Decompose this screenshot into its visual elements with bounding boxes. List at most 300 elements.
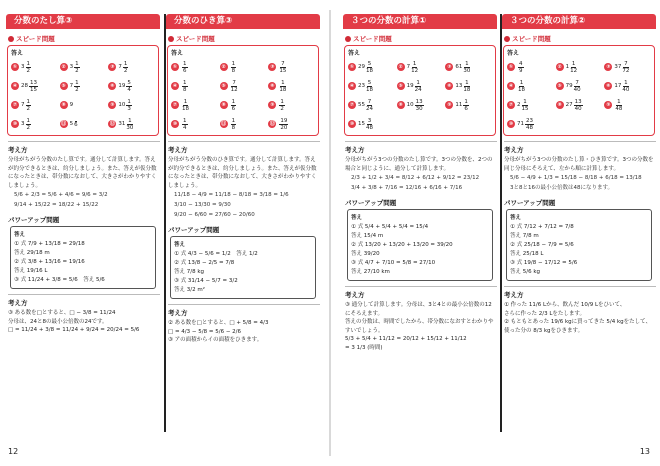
answer-number: ① [349, 64, 355, 70]
fraction-denominator: 18 [366, 67, 373, 74]
power-up-title: パワーアップ問題 [345, 199, 397, 207]
power-up-answer-line: 答え 3/2 m² [174, 287, 205, 293]
power-up-answer-line: 答え 19/16 L [14, 268, 48, 274]
answer-whole: 31 [118, 121, 126, 127]
answer-whole: 10 [406, 102, 414, 108]
power-up-answer-line: 答え 7/8 m [510, 233, 539, 239]
answer-number: ② [398, 64, 403, 70]
answer-item [507, 59, 554, 75]
answer-item [268, 59, 315, 75]
fraction-numerator: 7 [575, 79, 579, 86]
think-text: 分母がちがう3つの分数のたし算です。3つの分数を、2つの場合と同じように、通分して計算します。 [345, 157, 493, 172]
fraction-denominator: 12 [411, 67, 419, 74]
fraction-denominator: 30 [126, 124, 134, 131]
answer-number: ⑤ [61, 83, 66, 89]
think-formula: 9/20 − 6/60 = 27/60 − 20/60 [174, 212, 255, 218]
fraction-denominator: 12 [570, 67, 578, 74]
answer-item [11, 78, 58, 94]
power-up-answer-box [170, 236, 316, 299]
fraction-denominator: 24 [366, 105, 373, 112]
answer-item [60, 78, 107, 94]
answer-fraction [463, 61, 470, 74]
answer-item [171, 59, 218, 75]
answer-fraction [415, 99, 424, 112]
power-up-title: パワーアップ問題 [8, 216, 60, 224]
answer-item [60, 59, 107, 75]
column-three-fractions-2 [500, 14, 656, 432]
answer-item [556, 59, 603, 75]
answer-number: ⑩ [172, 121, 178, 127]
fraction-numerator: 3 [367, 117, 372, 124]
answer-number: ⑧ [221, 102, 226, 108]
answer-whole: 17 [614, 83, 622, 89]
fraction-numerator: 1 [280, 98, 284, 105]
think-heading: 考え方 [168, 141, 320, 154]
answer-number: ⑦ [349, 102, 355, 108]
fraction-denominator: 6 [74, 121, 78, 128]
answer-item [171, 97, 218, 113]
answer-number: ⑤ [221, 83, 226, 89]
power-up-answer-line: 答え 5/6 kg [510, 269, 541, 275]
fraction-numerator: 1 [183, 79, 187, 86]
answer-fraction [622, 80, 629, 93]
answer-fraction [231, 118, 237, 131]
fraction-numerator: 7 [624, 60, 628, 67]
answer-fraction [182, 61, 188, 74]
answer-fraction [463, 99, 469, 112]
power-up-title: パワーアップ問題 [504, 199, 556, 207]
answer-item [397, 97, 444, 113]
answer-number: ⑧ [61, 102, 66, 108]
fraction-denominator: 48 [366, 124, 373, 131]
answer-number: ⑨ [447, 102, 452, 108]
fraction-denominator: 9 [519, 67, 523, 74]
think-explanation-line: ② もともとあった 19/6 kgに買ってきた 5/4 kgをたして、使った分の 8/3 kgをひきます。 [504, 319, 652, 334]
think-explanation-line: ① 作った 11/6 Lから、飲んだ 10/9 Lをひいて、 [504, 302, 626, 308]
fraction-numerator: 1 [127, 98, 131, 105]
answer-item [445, 78, 492, 94]
section-title: 分数のたし算③ [6, 14, 160, 29]
answer-number: ④ [349, 83, 355, 89]
power-up-answer-label: 答え [14, 232, 26, 238]
fraction-denominator: 48 [526, 124, 533, 131]
fraction-denominator: 20 [280, 124, 288, 131]
section-title: 分数のひき算③ [166, 14, 320, 29]
fraction-numerator: 1 [123, 60, 128, 67]
answer-item [11, 116, 58, 132]
fraction-denominator: 2 [123, 67, 128, 74]
column-subtraction-3 [164, 14, 320, 432]
speed-title: スピード問題 [16, 35, 55, 43]
think-formula: 2/3 + 1/2 + 3/4 = 8/12 + 6/12 + 9/12 = 23/12 [351, 175, 480, 181]
answer-number: ⑥ [606, 83, 611, 89]
answer-item [604, 78, 651, 94]
answer-number: ⑥ [447, 83, 452, 89]
speed-title: スピード問題 [512, 35, 551, 43]
fraction-denominator: 18 [518, 86, 525, 93]
speed-answer-box [503, 45, 655, 136]
answer-number: ⑩ [349, 121, 355, 127]
answer-whole: 13 [455, 83, 463, 89]
answer-fraction [126, 80, 132, 93]
fraction-denominator: 6 [183, 67, 187, 74]
answer-item [11, 97, 58, 113]
answer-grid [171, 59, 315, 132]
answer-whole: 11 [455, 102, 463, 108]
answer-whole: 9 [69, 102, 74, 108]
answer-whole: 7 [118, 64, 122, 70]
answer-whole: 79 [565, 83, 573, 89]
power-up-answer-line: ③ 式 19/8 − 17/12 = 5/6 [510, 260, 578, 266]
answer-fraction [279, 99, 285, 112]
answer-number: ③ [606, 64, 611, 70]
fraction-denominator: 18 [279, 86, 287, 93]
fraction-numerator: 1 [183, 98, 188, 105]
answer-item [556, 78, 603, 94]
answer-whole: 61 [455, 64, 463, 70]
fraction-numerator: 1 [231, 98, 236, 105]
think-heading: 考え方 [8, 141, 160, 154]
fraction-denominator: 8 [183, 86, 187, 93]
answer-number: ⑩ [508, 121, 514, 127]
answer-number: ⑫ [109, 121, 115, 127]
think-explanation-line: 分母は、24と8の最小公倍数の24です。 [8, 318, 108, 325]
fraction-denominator: 18 [182, 105, 189, 112]
fraction-denominator: 6 [231, 105, 236, 112]
power-up-answer-line: 答え 39/20 [351, 251, 380, 257]
answer-whole: 3 [21, 64, 25, 70]
answer-item [108, 97, 155, 113]
answer-item [220, 97, 267, 113]
answer-fraction [574, 80, 581, 93]
answer-whole: 23 [358, 83, 365, 89]
power-up-answer-box [506, 209, 652, 281]
answer-whole: 15 [358, 121, 365, 127]
answer-number: ① [172, 64, 178, 70]
think-explanation-line: 5/3 + 5/4 + 11/12 = 20/12 + 15/12 + 11/12 [345, 336, 467, 342]
speed-answer-box [7, 45, 159, 136]
answer-grid [507, 59, 651, 132]
answer-item [268, 78, 315, 94]
answer-item [60, 116, 107, 132]
fraction-numerator: 1 [523, 98, 527, 105]
power-up-answer-line: 答え 15/4 m [351, 233, 384, 239]
speed-problems-heading [345, 34, 497, 43]
answer-fraction [231, 80, 238, 93]
answer-item [397, 78, 444, 94]
answer-number: ⑩ [12, 121, 18, 127]
answer-number: ② [221, 64, 226, 70]
answer-number: ⑪ [61, 121, 67, 127]
answer-label: 答え [171, 50, 184, 57]
red-dot-icon [345, 36, 351, 42]
answer-item [397, 59, 444, 75]
power-up-answer-line: ③ 式 11/24 + 3/8 = 5/6 答え 5/6 [14, 277, 105, 283]
answer-item [268, 116, 315, 132]
answer-whole: 1 [565, 64, 570, 70]
answer-fraction [26, 99, 32, 112]
fraction-numerator: 4 [519, 60, 523, 67]
answer-fraction [74, 80, 80, 93]
answer-whole: 19 [406, 83, 414, 89]
answer-fraction [279, 80, 286, 93]
fraction-denominator: 2 [26, 67, 30, 74]
power-up-answer-label: 答え [510, 215, 522, 221]
answer-fraction [622, 61, 629, 74]
fraction-denominator: 2 [75, 86, 79, 93]
speed-title: スピード問題 [176, 35, 215, 43]
fraction-numerator: 23 [526, 117, 533, 124]
answer-fraction [231, 61, 237, 74]
fraction-numerator: 7 [281, 60, 285, 67]
answer-fraction [74, 121, 78, 128]
fraction-numerator: 1 [519, 79, 524, 86]
answer-item [507, 97, 554, 113]
answer-number: ⑤ [398, 83, 403, 89]
answer-fraction [29, 80, 38, 93]
think-formula: 11/18 − 4/9 = 11/18 − 8/18 = 3/18 = 1/6 [174, 192, 289, 198]
answer-number: ⑦ [172, 102, 178, 108]
fraction-denominator: 18 [463, 86, 471, 93]
answer-number: ③ [270, 64, 275, 70]
answer-number: ④ [12, 83, 18, 89]
answer-fraction [366, 99, 373, 112]
think-heading-2: 考え方 [345, 286, 497, 299]
power-up-answer-line: ① 式 7/12 + 7/12 = 7/8 [510, 224, 574, 230]
answer-whole: 10 [118, 102, 126, 108]
think-heading: 考え方 [345, 141, 497, 154]
answer-fraction [231, 99, 237, 112]
power-up-title: パワーアップ問題 [168, 226, 220, 234]
fraction-denominator: 18 [366, 86, 373, 93]
fraction-numerator: 1 [464, 98, 468, 105]
fraction-denominator: 15 [279, 67, 287, 74]
answer-item [171, 116, 218, 132]
answer-fraction [182, 80, 188, 93]
answer-fraction [182, 99, 189, 112]
answer-fraction [126, 99, 132, 112]
fraction-denominator: 15 [30, 86, 37, 93]
speed-problems-heading [8, 34, 160, 43]
answer-item [108, 78, 155, 94]
answer-item [220, 78, 267, 94]
fraction-denominator: 72 [622, 67, 630, 74]
answer-whole: 37 [614, 64, 622, 70]
answer-number: ① [508, 64, 514, 70]
think-formula: 3と8と16の最小公倍数は48になります。 [510, 185, 614, 191]
speed-answer-box [167, 45, 319, 136]
fraction-numerator: 7 [367, 98, 372, 105]
power-up-answer-line: ① 式 5/4 + 5/4 + 5/4 = 15/4 [351, 224, 429, 230]
fraction-denominator: 48 [615, 105, 623, 112]
think-heading-2: 考え方 [8, 294, 160, 307]
fraction-denominator: 40 [622, 86, 630, 93]
answer-fraction [411, 61, 418, 74]
power-up-answer-line: 答え 27/10 km [351, 269, 390, 275]
column-three-fractions-1 [343, 14, 497, 432]
fraction-numerator: 19 [280, 117, 288, 124]
think-explanation-line: ② ある数を□とすると、□ + 5/8 = 4/3 [168, 320, 269, 326]
answer-fraction [525, 118, 534, 131]
fraction-denominator: 4 [183, 124, 187, 131]
answer-number: ⑫ [269, 121, 275, 127]
answer-item [604, 97, 651, 113]
fraction-numerator: 13 [30, 79, 37, 86]
answer-whole: 3 [21, 121, 25, 127]
fraction-numerator: 1 [75, 79, 79, 86]
answer-fraction [366, 118, 373, 131]
answer-item [507, 116, 554, 132]
answer-fraction [570, 61, 577, 74]
answer-label: 答え [11, 50, 24, 57]
think-formula: 3/4 + 3/8 + 7/16 = 12/16 + 6/16 + 7/16 [351, 185, 463, 191]
power-up-heading [8, 215, 160, 224]
answer-whole: 7 [69, 83, 74, 89]
power-up-answer-box [10, 226, 156, 289]
answer-fraction [415, 80, 422, 93]
answer-number: ③ [110, 64, 115, 70]
answer-number: ③ [447, 64, 452, 70]
answer-whole: 71 [517, 121, 524, 127]
answer-fraction [366, 80, 373, 93]
answer-number: ④ [508, 83, 514, 89]
fraction-denominator: 8 [231, 124, 236, 131]
power-up-heading [168, 225, 320, 234]
answer-number: ⑧ [557, 102, 562, 108]
fraction-denominator: 3 [127, 105, 131, 112]
power-up-answer-label: 答え [174, 242, 186, 248]
power-up-answer-line: ③ 式 31/14 − 5/7 = 3/2 [174, 278, 238, 284]
think-heading: 考え方 [504, 141, 656, 154]
fraction-denominator: 6 [464, 105, 468, 112]
power-up-answer-line: ① 式 7/9 + 13/18 = 29/18 [14, 241, 85, 247]
answer-number: ⑧ [398, 102, 403, 108]
fraction-numerator: 1 [231, 117, 236, 124]
answer-fraction [182, 118, 188, 131]
power-up-answer-label: 答え [351, 215, 363, 221]
answer-whole: 2 [517, 102, 521, 108]
fraction-denominator: 8 [231, 67, 236, 74]
power-up-answer-line: 答え 29/18 m [14, 250, 50, 256]
think-heading-2: 考え方 [168, 304, 320, 317]
answer-whole: 7 [406, 64, 411, 70]
answer-number: ⑦ [508, 102, 514, 108]
power-up-answer-box [347, 209, 493, 281]
answer-fraction [126, 118, 133, 131]
answer-whole: 7 [21, 102, 25, 108]
power-up-answer-line: ① 式 4/3 − 5/6 = 1/2 答え 1/2 [174, 251, 258, 257]
speed-title: スピード問題 [353, 35, 392, 43]
column-addition-3 [6, 14, 160, 432]
answer-item [171, 78, 218, 94]
think-formula: 3/10 − 13/30 = 9/30 [174, 202, 231, 208]
answer-number: ⑨ [606, 102, 611, 108]
fraction-numerator: 1 [26, 98, 30, 105]
fraction-numerator: 1 [412, 60, 417, 67]
answer-label: 答え [507, 50, 520, 57]
fraction-numerator: 1 [128, 117, 132, 124]
fraction-numerator: 13 [574, 98, 582, 105]
think-explanation-line: = 3 1/3 (時間) [345, 344, 383, 351]
answer-fraction [279, 118, 288, 131]
answer-number: ① [12, 64, 18, 70]
answer-item [220, 116, 267, 132]
fraction-numerator: 13 [415, 98, 423, 105]
answer-number: ⑥ [270, 83, 275, 89]
fraction-numerator: 1 [26, 117, 30, 124]
fraction-denominator: 2 [26, 124, 30, 131]
fraction-numerator: 1 [416, 79, 420, 86]
answer-whole: 27 [565, 102, 573, 108]
fraction-denominator: 12 [230, 86, 238, 93]
page-number-right: 13 [639, 447, 650, 456]
fraction-numerator: 1 [75, 60, 79, 67]
fraction-numerator: 1 [26, 60, 30, 67]
speed-answer-box [344, 45, 496, 136]
fraction-denominator: 2 [280, 105, 284, 112]
answer-fraction [522, 99, 529, 112]
answer-fraction [123, 61, 129, 74]
answer-fraction [574, 99, 583, 112]
answer-item [507, 78, 554, 94]
answer-number: ⑦ [12, 102, 18, 108]
fraction-numerator: 1 [183, 60, 187, 67]
answer-item [445, 59, 492, 75]
answer-item [556, 97, 603, 113]
fraction-denominator: 24 [414, 86, 422, 93]
fraction-numerator: 5 [367, 79, 372, 86]
think-formula: 5/6 − 4/9 + 1/3 = 15/18 − 8/18 + 6/18 = 13/18 [510, 175, 642, 181]
think-text: 分母がちがう3つの分数のたし算・ひき算です。3つの分数を同じ分母にそろえて、左から順に計算します。 [504, 157, 654, 172]
answer-item [11, 59, 58, 75]
think-explanation-line: ③ ある数を□とすると、□ − 3/8 = 11/24 [8, 310, 116, 316]
answer-number: ④ [172, 83, 178, 89]
answer-item [604, 59, 651, 75]
think-text: 分母がちがう分数のひき算です。通分して計算します。答えが約分できるときは、約分しましょう。また、答えが仮分数になったときは、帯分数になおして、大きさがわかりやすくしましょう。 [168, 157, 317, 189]
answer-fraction [518, 80, 525, 93]
answer-whole: 55 [358, 102, 365, 108]
fraction-numerator: 1 [183, 117, 187, 124]
fraction-denominator: 2 [75, 67, 79, 74]
think-heading-2: 考え方 [504, 286, 656, 299]
think-explanation-line: ③ アの面積からイの面積をひきます。 [168, 337, 263, 343]
think-formula: 5/6 + 2/3 = 5/6 + 4/6 = 9/6 = 3/2 [14, 192, 108, 198]
answer-grid [11, 59, 155, 132]
fraction-numerator: 7 [232, 79, 236, 86]
fraction-denominator: 40 [573, 86, 581, 93]
answer-whole: 5 [69, 121, 74, 127]
section-title: ３つの分数の計算② [502, 14, 656, 29]
section-title: ３つの分数の計算① [343, 14, 497, 29]
fraction-denominator: 2 [26, 105, 30, 112]
fraction-numerator: 1 [281, 79, 285, 86]
red-dot-icon [8, 36, 14, 42]
power-up-answer-line: ② 式 13/20 + 13/20 + 13/20 = 39/20 [351, 242, 453, 248]
answer-fraction [615, 99, 622, 112]
fraction-numerator: 1 [617, 98, 621, 105]
answer-item [268, 97, 315, 113]
answer-whole: 28 [21, 83, 28, 89]
answer-item [108, 59, 155, 75]
answer-number: ⑤ [557, 83, 562, 89]
answer-fraction [26, 61, 32, 74]
answer-grid [348, 59, 492, 132]
power-up-answer-line: ② 式 13/8 − 2/5 = 7/8 [174, 260, 235, 266]
answer-fraction [26, 118, 32, 131]
answer-number: ② [61, 64, 66, 70]
page-number-left: 12 [8, 447, 19, 456]
fraction-numerator: 1 [231, 60, 236, 67]
